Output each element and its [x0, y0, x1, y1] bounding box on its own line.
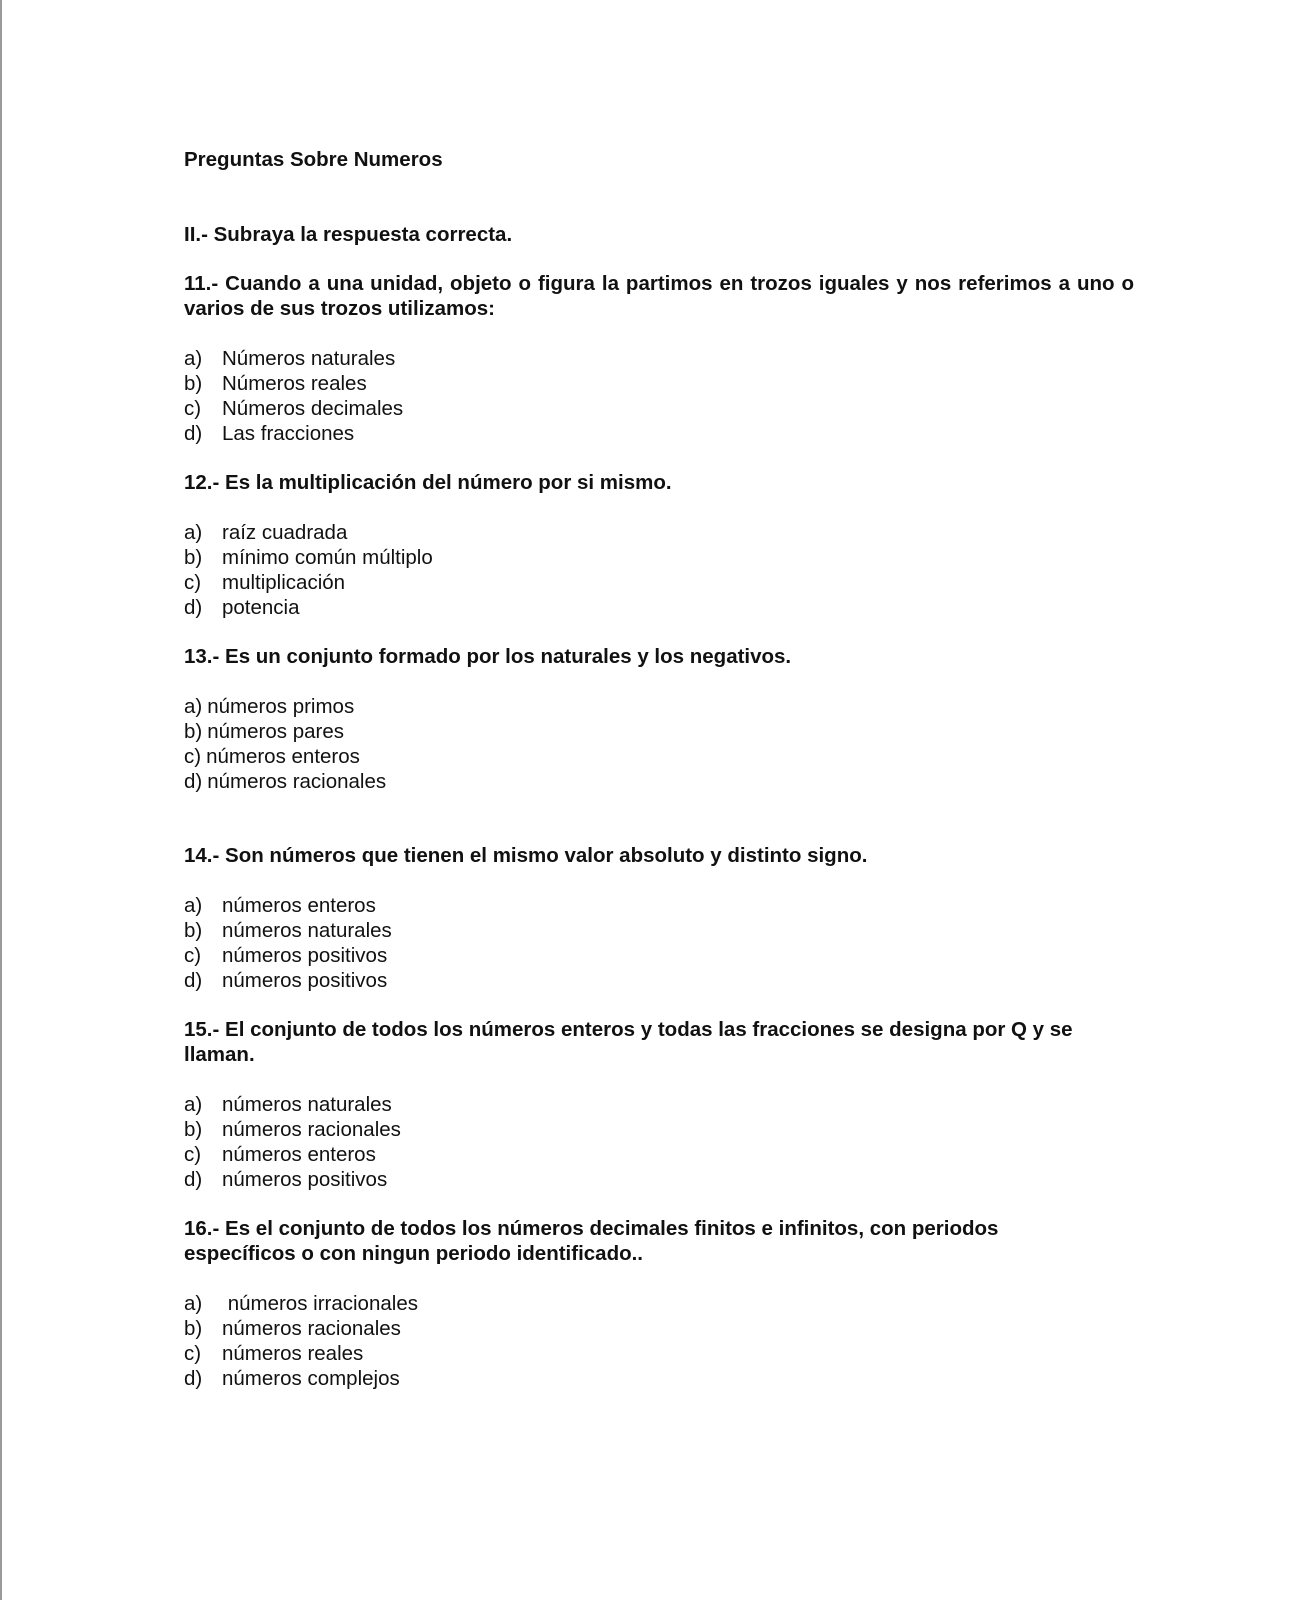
option-letter: a): [184, 347, 203, 370]
document-body: [184, 148, 1134, 1391]
option-b[interactable]: [184, 545, 1134, 570]
option-letter: d): [184, 969, 203, 992]
option-text: números enteros: [222, 894, 376, 917]
option-c[interactable]: [184, 744, 1134, 769]
option-text: números primos: [207, 695, 355, 718]
option-letter: c): [184, 1143, 202, 1166]
option-text: multiplicación: [222, 571, 346, 594]
option-text: Números reales: [222, 372, 367, 395]
option-letter: a): [184, 695, 203, 718]
option-d[interactable]: [184, 1167, 1134, 1192]
option-letter: b): [184, 720, 203, 743]
option-text: números racionales: [222, 1317, 401, 1340]
options-list: [184, 1291, 1134, 1391]
option-text: números racionales: [207, 770, 387, 793]
options-list: [184, 346, 1134, 446]
option-text: potencia: [222, 596, 300, 619]
option-text: raíz cuadrada: [222, 521, 348, 544]
option-text: números racionales: [222, 1118, 401, 1141]
option-a[interactable]: [184, 346, 1134, 371]
option-c[interactable]: [184, 396, 1134, 421]
option-text: números naturales: [222, 919, 392, 942]
option-letter: d): [184, 596, 203, 619]
question-text: 15.- El conjunto de todos los números enteros y todas las fracciones se designa por Q y se llaman.: [184, 1018, 1073, 1066]
option-letter: c): [184, 944, 202, 967]
option-text: mínimo común múltiplo: [222, 546, 433, 569]
option-letter: b): [184, 1317, 203, 1340]
question-14: [184, 843, 1134, 993]
option-text: números reales: [222, 1342, 364, 1365]
page-title: Preguntas Sobre Numeros: [184, 148, 443, 171]
question-text: 16.- Es el conjunto de todos los números decimales finitos e infinitos, con periodos específicos o con ningun periodo identificado..: [184, 1217, 999, 1265]
option-text: números naturales: [222, 1093, 392, 1116]
option-c[interactable]: [184, 570, 1134, 595]
option-text: números positivos: [222, 944, 388, 967]
option-letter: c): [184, 745, 202, 768]
option-d[interactable]: [184, 421, 1134, 446]
options-list: [184, 694, 1134, 794]
option-b[interactable]: [184, 719, 1134, 744]
option-letter: a): [184, 1292, 203, 1315]
option-letter: d): [184, 1168, 203, 1191]
options-list: [184, 520, 1134, 620]
question-16: [184, 1216, 1134, 1391]
option-d[interactable]: [184, 1366, 1134, 1391]
option-d[interactable]: [184, 968, 1134, 993]
instruction: II.- Subraya la respuesta correcta.: [184, 223, 513, 246]
question-12: [184, 470, 1134, 620]
option-letter: d): [184, 1367, 203, 1390]
option-text: Números naturales: [222, 347, 396, 370]
option-b[interactable]: [184, 918, 1134, 943]
option-c[interactable]: [184, 943, 1134, 968]
question-13: [184, 644, 1134, 794]
option-letter: a): [184, 521, 203, 544]
option-letter: a): [184, 894, 203, 917]
option-letter: d): [184, 770, 203, 793]
option-d[interactable]: [184, 595, 1134, 620]
question-11: [184, 271, 1134, 446]
options-list: [184, 1092, 1134, 1192]
question-text: 11.- Cuando a una unidad, objeto o figura la partimos en trozos iguales y nos referimos a uno o varios de sus trozos utilizamos:: [184, 272, 1134, 320]
question-text: 13.- Es un conjunto formado por los naturales y los negativos.: [184, 645, 792, 668]
option-a[interactable]: [184, 1092, 1134, 1117]
question-text: 14.- Son números que tienen el mismo valor absoluto y distinto signo.: [184, 844, 868, 867]
options-list: [184, 893, 1134, 993]
option-a[interactable]: [184, 694, 1134, 719]
option-letter: b): [184, 919, 203, 942]
option-c[interactable]: [184, 1142, 1134, 1167]
option-letter: c): [184, 397, 202, 420]
option-letter: c): [184, 1342, 202, 1365]
option-text: números positivos: [222, 1168, 388, 1191]
option-text: números enteros: [222, 1143, 376, 1166]
option-c[interactable]: [184, 1341, 1134, 1366]
option-text: números complejos: [222, 1367, 400, 1390]
option-a[interactable]: [184, 1291, 1134, 1316]
question-text: 12.- Es la multiplicación del número por si mismo.: [184, 471, 672, 494]
option-text: Las fracciones: [222, 422, 355, 445]
question-15: [184, 1017, 1134, 1192]
option-text: números irracionales: [222, 1292, 418, 1315]
option-letter: b): [184, 372, 203, 395]
option-a[interactable]: [184, 520, 1134, 545]
option-d[interactable]: [184, 769, 1134, 794]
option-letter: b): [184, 546, 203, 569]
option-text: Números decimales: [222, 397, 404, 420]
page-left-edge: [0, 0, 2, 1600]
option-letter: d): [184, 422, 203, 445]
option-letter: a): [184, 1093, 203, 1116]
option-b[interactable]: [184, 371, 1134, 396]
option-text: números pares: [207, 720, 344, 743]
option-a[interactable]: [184, 893, 1134, 918]
option-letter: c): [184, 571, 202, 594]
option-letter: b): [184, 1118, 203, 1141]
option-b[interactable]: [184, 1316, 1134, 1341]
option-text: números enteros: [206, 745, 360, 768]
option-text: números positivos: [222, 969, 388, 992]
option-b[interactable]: [184, 1117, 1134, 1142]
